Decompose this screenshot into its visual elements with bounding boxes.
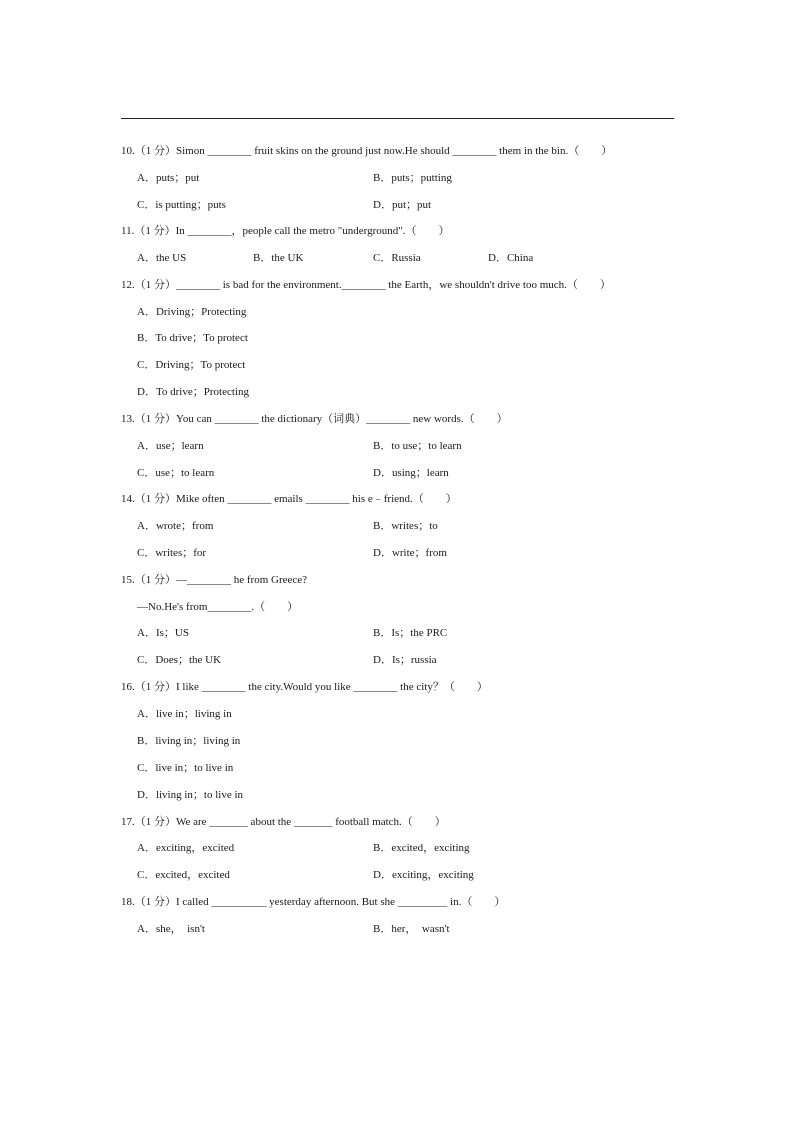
question-11-stem: 11.（1 分）In ________，people call the metro "underground".（ ）: [121, 225, 450, 237]
question-10-option-d[interactable]: D．put；put: [373, 199, 432, 211]
question-15-option-a[interactable]: A．Is；US: [137, 627, 189, 639]
question-16-option-b[interactable]: B．living in；living in: [137, 735, 241, 747]
question-17-stem: 17.（1 分）We are _______ about the _______ football match.（ ）: [121, 816, 446, 828]
question-13-option-c[interactable]: C．use；to learn: [137, 467, 215, 479]
question-18-option-b[interactable]: B．her， wasn't: [373, 923, 450, 935]
question-17-option-a[interactable]: A．exciting，excited: [137, 842, 235, 854]
question-14-option-a[interactable]: A．wrote；from: [137, 520, 214, 532]
question-10-option-b[interactable]: B．puts；putting: [373, 172, 452, 184]
question-14-option-c[interactable]: C．writes；for: [137, 547, 207, 559]
question-18-option-a[interactable]: A．she， isn't: [137, 923, 205, 935]
question-12-option-d[interactable]: D．To drive；Protecting: [137, 386, 249, 398]
question-16-option-a[interactable]: A．live in；living in: [137, 708, 232, 720]
question-10-option-a[interactable]: A．puts；put: [137, 172, 200, 184]
question-16-option-d[interactable]: D．living in；to live in: [137, 789, 244, 801]
question-14-stem: 14.（1 分）Mike often ________ emails ________ his e﹣friend.（ ）: [121, 493, 457, 505]
question-10-stem: 10.（1 分）Simon ________ fruit skins on the ground just now.He should ________ them in the bin.（ ）: [121, 145, 613, 157]
question-18-stem: 18.（1 分）I called __________ yesterday afternoon. But she _________ in.（ ）: [121, 896, 506, 908]
question-17-option-c[interactable]: C．excited，excited: [137, 869, 230, 881]
question-13-option-a[interactable]: A．use；learn: [137, 440, 204, 452]
question-14-option-d[interactable]: D．write；from: [373, 547, 447, 559]
question-11-option-d[interactable]: D．China: [488, 252, 534, 264]
question-12-option-c[interactable]: C．Driving；To protect: [137, 359, 246, 371]
question-12-option-a[interactable]: A．Driving；Protecting: [137, 306, 247, 318]
question-15-option-d[interactable]: D．Is；russia: [373, 654, 437, 666]
header-divider: [121, 118, 674, 119]
question-17-option-d[interactable]: D．exciting，exciting: [373, 869, 474, 881]
question-17-option-b[interactable]: B．excited，exciting: [373, 842, 470, 854]
question-13-stem: 13.（1 分）You can ________ the dictionary（词典）________ new words.（ ）: [121, 413, 508, 425]
question-15-stem-continued: —No.He's from________.（ ）: [137, 601, 299, 613]
question-16-option-c[interactable]: C．live in；to live in: [137, 762, 234, 774]
question-16-stem: 16.（1 分）I like ________ the city.Would you like ________ the city？（ ）: [121, 681, 488, 693]
question-12-option-b[interactable]: B．To drive；To protect: [137, 332, 248, 344]
question-13-option-b[interactable]: B．to use；to learn: [373, 440, 462, 452]
question-11-option-a[interactable]: A．the US: [137, 252, 187, 264]
question-14-option-b[interactable]: B．writes；to: [373, 520, 438, 532]
question-10-option-c[interactable]: C．is putting；puts: [137, 199, 226, 211]
question-11-option-b[interactable]: B．the UK: [253, 252, 304, 264]
question-15-stem: 15.（1 分）—________ he from Greece?: [121, 574, 308, 586]
question-13-option-d[interactable]: D．using；learn: [373, 467, 449, 479]
question-11-option-c[interactable]: C．Russia: [373, 252, 421, 264]
question-12-stem: 12.（1 分）________ is bad for the environment.________ the Earth，we shouldn't drive too much.（ ）: [121, 279, 611, 291]
question-15-option-c[interactable]: C．Does；the UK: [137, 654, 222, 666]
question-15-option-b[interactable]: B．Is；the PRC: [373, 627, 448, 639]
